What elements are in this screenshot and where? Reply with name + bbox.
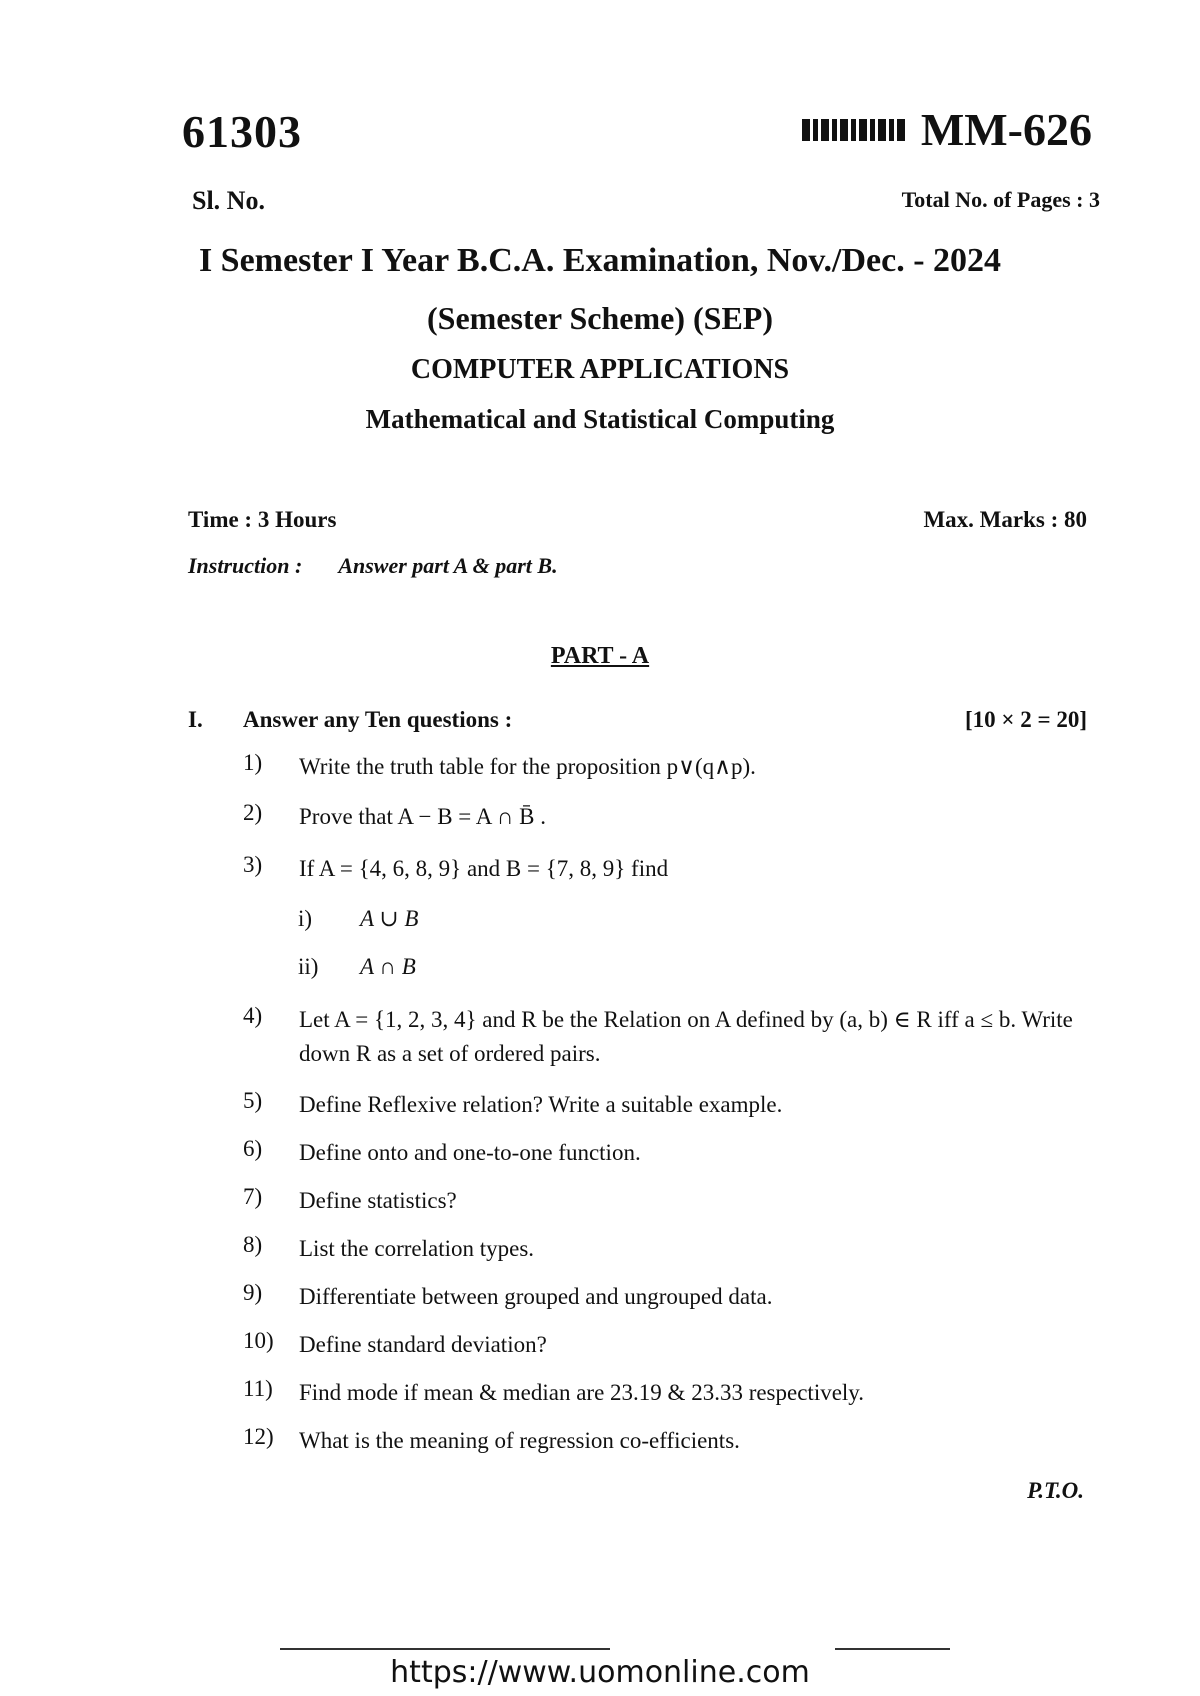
subpart-text: A ∩ B: [360, 954, 416, 979]
question-item: [243, 1088, 1103, 1122]
question-item: [243, 1184, 1103, 1218]
instruction-label: Instruction :: [188, 553, 303, 578]
question-number: 9): [243, 1280, 263, 1305]
section-title: Answer any Ten questions :: [243, 707, 513, 732]
question-text: Write the truth table for the proposition p∨(q∧p).: [299, 754, 756, 779]
instruction: [188, 553, 558, 579]
footer-divider: [835, 1648, 950, 1650]
question-text: Let A = {1, 2, 3, 4} and R be the Relation on A defined by (a, b) ∈ R iff a ≤ b. Write down R as a set of ordered pairs.: [299, 1007, 1073, 1066]
question-item: [243, 750, 1103, 784]
subpart-text: A ∪ B: [360, 906, 419, 931]
question-number: 12): [243, 1424, 274, 1449]
question-text: List the correlation types.: [299, 1236, 535, 1261]
question-text: If A = {4, 6, 8, 9} and B = {7, 8, 9} find: [299, 856, 669, 881]
subpart-item: [298, 906, 418, 932]
exam-title: I Semester I Year B.C.A. Examination, Nov./Dec. - 2024: [198, 242, 1002, 279]
question-item: [243, 1280, 1103, 1314]
question-number: 3): [243, 852, 263, 877]
time-info: Time : 3 Hours: [188, 507, 337, 532]
question-text: Define onto and one-to-one function.: [299, 1140, 641, 1165]
total-pages: Total No. of Pages : 3: [901, 187, 1100, 212]
question-number: 10): [243, 1328, 274, 1353]
scheme-title: (Semester Scheme) (SEP): [427, 300, 773, 336]
question-text: Differentiate between grouped and ungrouped data.: [299, 1284, 773, 1309]
section-number: I.: [188, 707, 203, 732]
subject-title: COMPUTER APPLICATIONS: [410, 354, 790, 385]
part-a-heading: PART - A: [550, 643, 650, 669]
exam-code-block: [802, 103, 1092, 156]
footer-divider: [280, 1648, 610, 1650]
question-item: [243, 800, 1103, 834]
question-number: 1): [243, 750, 263, 775]
max-marks: Max. Marks : 80: [923, 507, 1087, 532]
exam-code: MM-626: [920, 104, 1092, 155]
question-item: [243, 1328, 1103, 1362]
question-number: 8): [243, 1232, 263, 1257]
question-number: 4): [243, 1003, 263, 1028]
paper-title: Mathematical and Statistical Computing: [365, 404, 835, 434]
question-item: [243, 852, 1103, 886]
question-item: [243, 1376, 1103, 1410]
question-item: [243, 1232, 1103, 1266]
question-text: Find mode if mean & median are 23.19 & 23.33 respectively.: [299, 1380, 865, 1405]
subpart-number: i): [298, 906, 313, 931]
footer-url[interactable]: https://www.uomonline.com: [390, 1655, 810, 1690]
question-text: Prove that A − B = A ∩ B̄ .: [299, 804, 547, 829]
question-number: 6): [243, 1136, 263, 1161]
subpart-number: ii): [298, 954, 319, 979]
barcode-icon: [802, 119, 905, 141]
question-number: 7): [243, 1184, 263, 1209]
paper-code: 61303: [182, 106, 302, 157]
question-text: What is the meaning of regression co-efficients.: [299, 1428, 740, 1453]
pto-label: P.T.O.: [1027, 1478, 1084, 1503]
question-number: 11): [243, 1376, 273, 1401]
question-item: [243, 1136, 1103, 1170]
question-number: 2): [243, 800, 263, 825]
question-item: [243, 1424, 1103, 1458]
question-item: [243, 1003, 1103, 1071]
subpart-item: [298, 954, 416, 980]
question-text: Define Reflexive relation? Write a suitable example.: [299, 1092, 783, 1117]
sl-no-label: Sl. No.: [192, 186, 265, 215]
section-marks: [10 × 2 = 20]: [964, 707, 1087, 732]
question-number: 5): [243, 1088, 263, 1113]
question-text: Define standard deviation?: [299, 1332, 547, 1357]
question-text: Define statistics?: [299, 1188, 457, 1213]
instruction-text: Answer part A & part B.: [338, 553, 558, 578]
